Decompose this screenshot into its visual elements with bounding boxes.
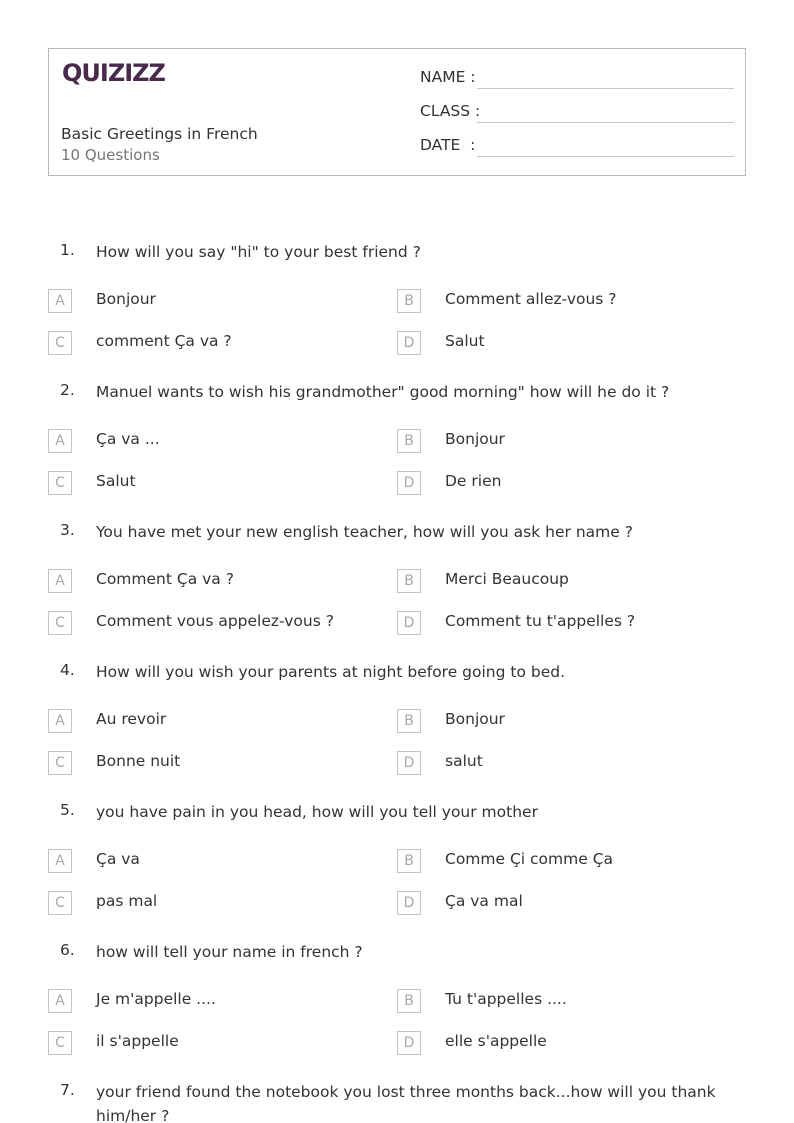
option-b[interactable] (397, 849, 727, 873)
option-b[interactable] (397, 569, 727, 593)
option-b[interactable] (397, 429, 727, 453)
option-text: Bonjour (445, 710, 505, 728)
question-text: your friend found the notebook you lost three months back...how will you thank him/her ? (96, 1083, 716, 1123)
option-text: Comment Ça va ? (96, 570, 234, 588)
option-text: Comment tu t'appelles ? (445, 612, 636, 630)
option-letter-box[interactable]: B (397, 569, 421, 593)
option-c[interactable] (48, 331, 378, 355)
option-text: Je m'appelle .... (96, 990, 216, 1008)
option-letter-box[interactable]: D (397, 611, 421, 635)
option-letter-box[interactable]: C (48, 751, 72, 775)
option-text: comment Ça va ? (96, 332, 232, 350)
class-label: CLASS : (420, 102, 481, 120)
question-text: how will tell your name in french ? (96, 943, 363, 961)
option-letter-box[interactable]: D (397, 891, 421, 915)
worksheet-title: Basic Greetings in French (61, 125, 258, 143)
option-text: Au revoir (96, 710, 167, 728)
question-number: 2. (60, 381, 75, 399)
option-d[interactable] (397, 331, 727, 355)
question-number: 4. (60, 661, 75, 679)
option-letter-box[interactable]: A (48, 849, 72, 873)
name-label: NAME : (420, 68, 476, 86)
option-text: Merci Beaucoup (445, 570, 569, 588)
option-letter-box[interactable]: B (397, 849, 421, 873)
option-d[interactable] (397, 471, 727, 495)
option-text: Bonjour (445, 430, 505, 448)
option-text: Tu t'appelles .... (445, 990, 567, 1008)
option-d[interactable] (397, 611, 727, 635)
question-text: You have met your new english teacher, how will you ask her name ? (96, 523, 633, 541)
option-letter-box[interactable]: A (48, 709, 72, 733)
question-text: Manuel wants to wish his grandmother" good morning" how will he do it ? (96, 383, 670, 401)
option-letter-box[interactable]: B (397, 429, 421, 453)
option-a[interactable] (48, 849, 378, 873)
date-label: DATE : (420, 136, 476, 154)
question-number: 6. (60, 941, 75, 959)
option-text: Ça va ... (96, 430, 160, 448)
option-text: Bonne nuit (96, 752, 181, 770)
option-a[interactable] (48, 989, 378, 1013)
question-number: 7. (60, 1081, 75, 1099)
option-text: Salut (96, 472, 136, 490)
option-text: Ça va mal (445, 892, 523, 910)
option-a[interactable] (48, 429, 378, 453)
option-letter-box[interactable]: D (397, 331, 421, 355)
date-field[interactable] (420, 136, 734, 158)
option-letter-box[interactable]: B (397, 989, 421, 1013)
option-d[interactable] (397, 1031, 727, 1055)
option-text: Comment vous appelez-vous ? (96, 612, 334, 630)
option-text: Comment allez-vous ? (445, 290, 617, 308)
class-field[interactable] (420, 102, 734, 124)
option-c[interactable] (48, 751, 378, 775)
option-b[interactable] (397, 989, 727, 1013)
option-text: De rien (445, 472, 502, 490)
option-b[interactable] (397, 709, 727, 733)
option-letter-box[interactable]: A (48, 289, 72, 313)
quizizz-logo: QUIZIZZ (62, 59, 165, 87)
option-d[interactable] (397, 891, 727, 915)
question-text: How will you wish your parents at night before going to bed. (96, 663, 566, 681)
option-letter-box[interactable]: D (397, 1031, 421, 1055)
class-line[interactable] (477, 122, 734, 123)
name-line[interactable] (477, 88, 734, 89)
option-letter-box[interactable]: C (48, 331, 72, 355)
question-number: 3. (60, 521, 75, 539)
option-d[interactable] (397, 751, 727, 775)
option-letter-box[interactable]: B (397, 709, 421, 733)
option-letter-box[interactable]: C (48, 1031, 72, 1055)
option-text: salut (445, 752, 483, 770)
question-text: How will you say "hi" to your best friend ? (96, 243, 421, 261)
option-letter-box[interactable]: C (48, 471, 72, 495)
date-line[interactable] (477, 156, 734, 157)
question-text: you have pain in you head, how will you tell your mother (96, 803, 538, 821)
question-number: 5. (60, 801, 75, 819)
option-letter-box[interactable]: B (397, 289, 421, 313)
option-text: il s'appelle (96, 1032, 179, 1050)
option-text: Salut (445, 332, 485, 350)
option-letter-box[interactable]: A (48, 429, 72, 453)
option-c[interactable] (48, 1031, 378, 1055)
option-letter-box[interactable]: D (397, 751, 421, 775)
option-letter-box[interactable]: C (48, 611, 72, 635)
option-letter-box[interactable]: C (48, 891, 72, 915)
option-c[interactable] (48, 471, 378, 495)
option-letter-box[interactable]: D (397, 471, 421, 495)
option-a[interactable] (48, 289, 378, 313)
worksheet-header (48, 48, 746, 176)
option-text: Comme Çi comme Ça (445, 850, 614, 868)
option-c[interactable] (48, 891, 378, 915)
option-a[interactable] (48, 709, 378, 733)
name-field[interactable] (420, 68, 734, 90)
option-text: elle s'appelle (445, 1032, 547, 1050)
option-text: Bonjour (96, 290, 156, 308)
option-c[interactable] (48, 611, 378, 635)
option-b[interactable] (397, 289, 727, 313)
question-number: 1. (60, 241, 75, 259)
option-a[interactable] (48, 569, 378, 593)
option-text: Ça va (96, 850, 140, 868)
question-count: 10 Questions (61, 146, 160, 164)
option-letter-box[interactable]: A (48, 989, 72, 1013)
option-letter-box[interactable]: A (48, 569, 72, 593)
option-text: pas mal (96, 892, 158, 910)
